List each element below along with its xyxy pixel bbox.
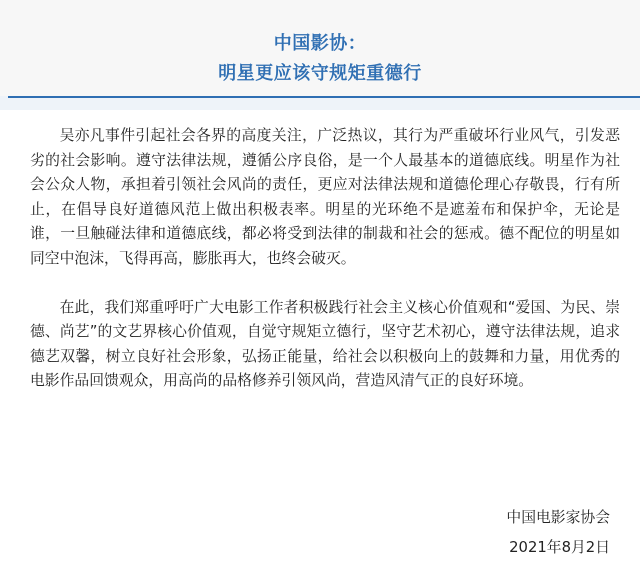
header <box>0 0 640 96</box>
statement-body <box>30 124 620 394</box>
date: 2021年8月2日 <box>509 539 610 556</box>
paragraph-2: 在此，我们郑重呼吁广大电影工作者积极践行社会主义核心价值观和“爱国、为民、崇德、尚艺”的文艺界核心价值观，自觉守规矩立德行，坚守艺术初心，遵守法律法规，追求德艺双馨，树立良好社会形象，弘扬正能量，给社会以积极向上的鼓舞和力量，用优秀的电影作品回馈观众，用高尚的品格修养引领风尚，营造风清气正的良好环境。 <box>30 298 620 390</box>
page-title-line2: 明星更应该守规矩重德行 <box>218 63 422 84</box>
accent-stripe <box>8 96 640 98</box>
page-title-line1: 中国影协： <box>273 33 367 54</box>
paragraph-1: 吴亦凡事件引起社会各界的高度关注，广泛热议，其行为严重破坏行业风气，引发恶劣的社会影响。遵守法律法规，遵循公序良俗，是一个人最基本的道德底线。明星作为社会公众人物，承担着引领社会风尚的责任，更应对法律法规和道德伦理心存敬畏，行有所止，在倡导良好道德风范上做出积极表率。明星的光环绝不是遮羞布和保护伞，无论是谁，一旦触碰法律和道德底线，都必将受到法律的制裁和社会的惩戒。德不配位的明星如同空中泡沫，飞得再高，膨胀再大，也终会破灭。 <box>30 127 620 267</box>
signature: 中国电影家协会 <box>506 509 610 526</box>
header-divider <box>0 96 640 110</box>
